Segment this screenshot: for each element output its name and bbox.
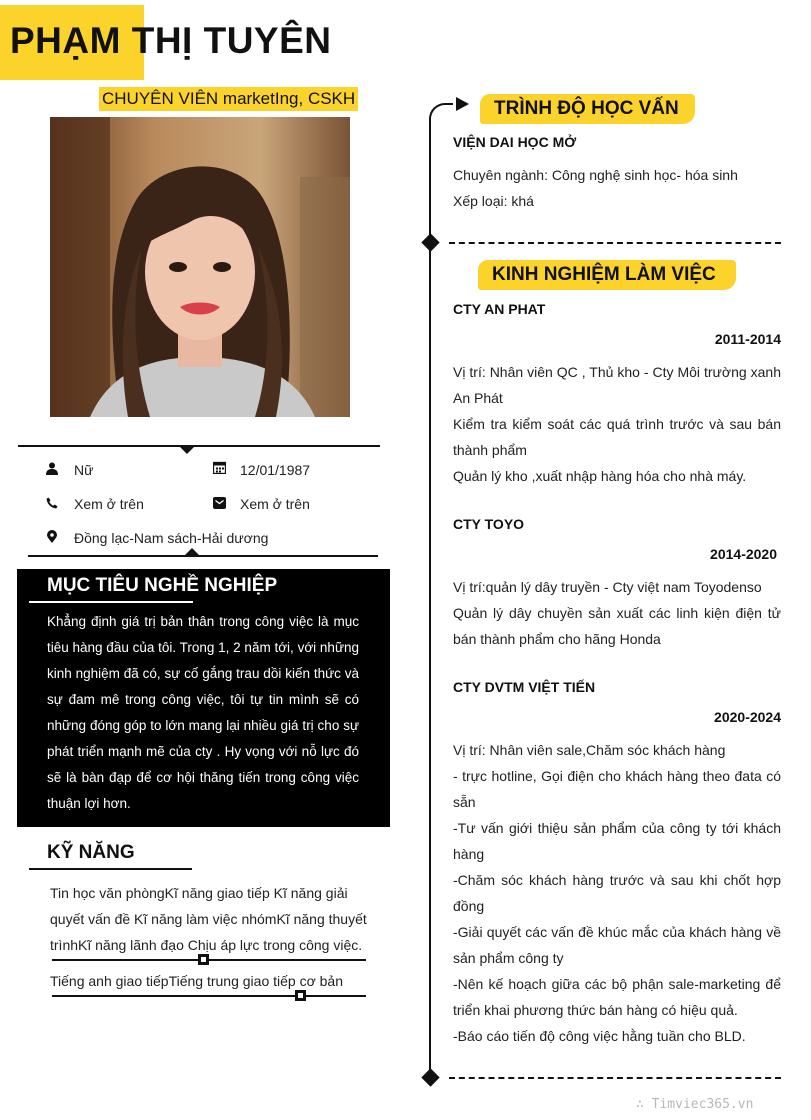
dob-value: 12/01/1987 bbox=[240, 462, 311, 478]
job-company: CTY DVTM VIỆT TIẾN bbox=[453, 679, 596, 695]
job-details: Vị trí: Nhân viên sale,Chăm sóc khách hàng - trực hotline, Gọi điện cho khách hàng theo đata có sẵn -Tư vấn giới thiệu sản phẩm của công ty tới khách hàng -Chăm sóc khách hàng trước và sau khi chốt hợp đồng -Giải quyết các vấn đề khúc mắc của khách hàng về sản phẩm công ty -Nên kế hoạch giữa các bộ phận sale-marketing để triển khai phương thức bán hàng có hiệu quả. -Báo cáo tiến độ công việc hằng tuần cho BLD. bbox=[453, 742, 781, 1044]
education-grade: Xếp loại: khá bbox=[453, 193, 534, 209]
job-period: 2011-2014 bbox=[714, 331, 781, 347]
skill-level-knob bbox=[198, 954, 209, 965]
info-top-pointer bbox=[179, 446, 195, 454]
profile-photo-illustration bbox=[50, 117, 350, 417]
education-major: Chuyên ngành: Công nghệ sinh học- hóa sinh bbox=[453, 167, 738, 183]
job-period: 2014-2020 bbox=[710, 546, 777, 562]
skills-title: KỸ NĂNG bbox=[47, 842, 135, 863]
info-top-divider bbox=[18, 445, 380, 447]
calendar-icon bbox=[213, 461, 227, 475]
skill-item-text: Tin học văn phòngKĩ năng giao tiếp Kĩ năng giải quyết vấn đề Kĩ năng làm việc nhómKĩ năng thuyết trìnhKĩ năng lãnh đạo Chịu áp lực trong công việc. bbox=[50, 885, 367, 953]
profile-photo bbox=[50, 117, 350, 417]
section-dashed-divider bbox=[449, 242, 781, 244]
education-heading bbox=[480, 91, 695, 125]
timeline-diamond-icon bbox=[421, 233, 439, 251]
phone-value: Xem ở trên bbox=[74, 496, 144, 512]
job-details: Vị trí: Nhân viên QC , Thủ kho - Cty Môi trường xanh An Phát Kiểm tra kiểm soát các quá trình trước và sau bán thành phẩm Quản lý kho ,xuất nhập hàng hóa cho nhà máy. bbox=[453, 364, 781, 484]
skill-item-text: Tiếng anh giao tiếpTiếng trung giao tiếp cơ bản bbox=[50, 973, 344, 989]
job-period: 2020-2024 bbox=[714, 709, 781, 725]
education-title: TRÌNH ĐỘ HỌC VẤN bbox=[494, 98, 679, 119]
job-title: CHUYÊN VIÊN marketIng, CSKH bbox=[99, 87, 358, 111]
objective-underline bbox=[29, 601, 193, 603]
experience-title: KINH NGHIỆM LÀM VIỆC bbox=[492, 264, 716, 285]
timeline-arrow-icon bbox=[456, 97, 469, 111]
job-company: CTY AN PHAT bbox=[453, 301, 546, 317]
user-icon bbox=[46, 462, 60, 476]
section-dashed-divider bbox=[449, 1077, 781, 1079]
timeline-diamond-icon bbox=[421, 1068, 439, 1086]
skills-underline bbox=[29, 868, 192, 870]
info-bottom-divider bbox=[28, 555, 378, 557]
career-objective-section bbox=[17, 569, 390, 827]
education-school: VIỆN DAI HỌC MỞ bbox=[453, 134, 577, 150]
location-pin-icon bbox=[47, 530, 61, 544]
job-details: Vị trí:quản lý dây truyền - Cty việt nam Toyodenso Quản lý dây chuyền sản xuất các linh kiện điện tử bán thành phẩm cho hãng Honda bbox=[453, 579, 781, 647]
skill-level-bar bbox=[52, 959, 366, 961]
email-value: Xem ở trên bbox=[240, 496, 310, 512]
envelope-icon bbox=[213, 496, 227, 510]
job-company: CTY TOYO bbox=[453, 516, 525, 532]
experience-heading bbox=[478, 257, 736, 291]
phone-icon bbox=[46, 496, 60, 510]
candidate-name: PHẠM THỊ TUYÊN bbox=[10, 20, 332, 61]
objective-text: Khẳng định giá trị bản thân trong công việc là mục tiêu hàng đầu của tôi. Trong 1, 2 năm tới, với những kinh nghiệm đã có, sự cố gắng trau dồi kiến thức và sự đam mê trong công việc, tôi tự tin mình sẽ có những đóng góp to lớn mang lại nhiều giá trị cho sự phát triển mạnh mẽ của cty . Hy vọng với nỗ lực đó sẽ là bàn đạp để cơ hội thăng tiến trong công việc thuận lợi hơn. bbox=[47, 614, 359, 811]
timeline-line bbox=[429, 118, 431, 1076]
skill-level-bar bbox=[52, 995, 366, 997]
objective-title: MỤC TIÊU NGHỀ NGHIỆP bbox=[47, 575, 278, 596]
skill-level-knob bbox=[295, 990, 306, 1001]
timeline-curve bbox=[429, 103, 453, 123]
address-value: Đồng lạc-Nam sách-Hải dương bbox=[74, 530, 269, 546]
watermark: ∴ Timviec365.vn bbox=[636, 1097, 754, 1112]
gender-value: Nữ bbox=[74, 462, 94, 478]
